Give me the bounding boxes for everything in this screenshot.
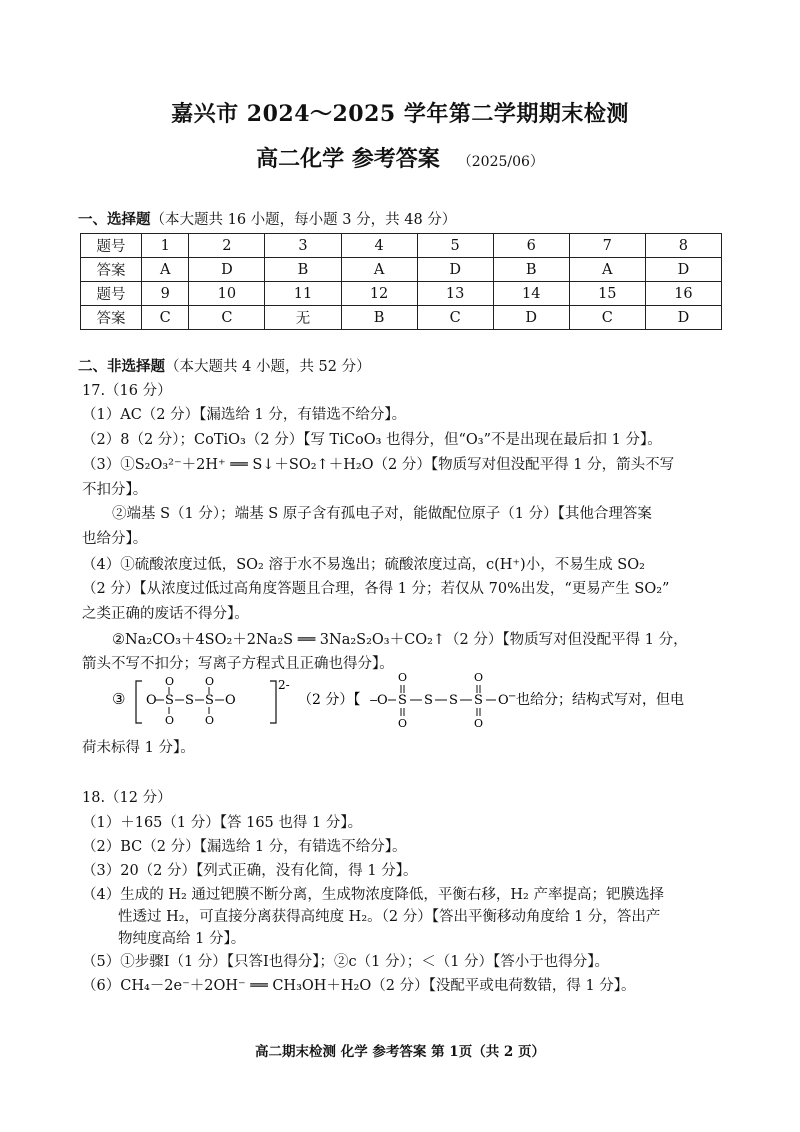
atom-s: S [398, 693, 407, 708]
answer-cell: 10 [189, 282, 265, 306]
score-note-tail: 也给分；结构式写对，但电 [516, 692, 684, 708]
atom-o: O [165, 675, 175, 688]
exam-date: （2025/06） [457, 154, 544, 170]
answer-cell: 6 [493, 234, 569, 258]
q18-part2: （2）BC（2 分）【漏选给 1 分，有错选不给分】。 [82, 839, 407, 855]
q18-part4-line2: 性透过 H₂，可直接分离获得高纯度 H₂。（2 分）【答出平衡移动角度给 1 分，答出产 [118, 909, 661, 925]
section-2-heading [78, 355, 371, 376]
row-header-cell: 题号 [81, 234, 142, 258]
answer-cell: A [341, 258, 417, 282]
atom-o: O [398, 717, 408, 729]
answer-cell: 12 [341, 282, 417, 306]
answer-table [80, 233, 722, 330]
q18-title: 18.（12 分） [82, 790, 172, 806]
q17-part3-line3: ②端基 S（1 分）；端基 S 原子含有孤电子对，能做配位原子（1 分）【其他合理答案 [112, 506, 652, 522]
section-1-title: 一、选择题 [78, 211, 151, 228]
section-2-title: 二、非选择题 [78, 358, 165, 375]
q17-part3-line2: 不扣分】。 [82, 482, 148, 498]
page-footer: 高二期末检测 化学 参考答案 第 1页（共 2 页） [255, 1044, 545, 1060]
answer-cell: C [417, 306, 493, 330]
atom-o: O [498, 693, 509, 708]
q17-part4-line7: 荷未标得 1 分】。 [82, 740, 195, 756]
atom-o: O [205, 675, 215, 688]
atom-s: S [449, 693, 458, 708]
atom-s: S [165, 693, 174, 708]
atom-s: S [185, 693, 194, 708]
atom-o: O [165, 714, 175, 727]
table-row [81, 282, 722, 306]
q17-part3-line1: （3）①S₂O₃²⁻＋2H⁺ ══ S↓＋SO₂↑＋H₂O（2 分）【物质写对但没配平得 1 分，箭头不写 [82, 457, 675, 473]
answer-cell: D [189, 258, 265, 282]
atom-o: O [398, 671, 408, 684]
answer-cell: 1 [142, 234, 189, 258]
minus-sign: − [508, 691, 517, 702]
atom-o: O [377, 693, 388, 708]
atom-s: S [474, 693, 483, 708]
q17-part3-line4: 也给分】。 [82, 531, 148, 547]
page-title: 嘉兴市 2024～2025 学年第二学期期末检测 [171, 101, 629, 127]
minus-sign: − [369, 694, 379, 707]
answer-cell: B [341, 306, 417, 330]
q18-part3: （3）20（2 分）【列式正确，没有化简，得 1 分】。 [82, 863, 418, 879]
q18-part6: （6）CH₄－2e⁻＋2OH⁻ ══ CH₃OH＋H₂O（2 分）【没配平或电荷数错，得 1 分】。 [82, 978, 636, 994]
answer-cell: 2 [189, 234, 265, 258]
answer-cell: C [569, 306, 645, 330]
q18-part4-line3: 物纯度高给 1 分】。 [118, 931, 246, 947]
score-note: （2 分）【 [298, 692, 361, 708]
answer-cell: C [142, 306, 189, 330]
answer-cell: D [417, 258, 493, 282]
answer-cell: 7 [569, 234, 645, 258]
answer-cell: 15 [569, 282, 645, 306]
q18-part1: （1）＋165（1 分）【答 165 也得 1 分】。 [82, 815, 363, 831]
table-row [81, 234, 722, 258]
answer-cell: 11 [265, 282, 341, 306]
section-1-heading [78, 208, 456, 229]
q17-part4-line4: ②Na₂CO₃＋4SO₂＋2Na₂S ══ 3Na₂S₂O₃＋CO₂↑（2 分）【物质写对但没配平得 1 分， [112, 632, 688, 648]
answer-cell: 3 [265, 234, 341, 258]
atom-s: S [205, 693, 214, 708]
atom-o: O [225, 693, 236, 708]
answer-cell: 5 [417, 234, 493, 258]
section-2-note: （本大题共 4 小题，共 52 分） [165, 359, 371, 375]
answer-cell: D [645, 306, 721, 330]
page-subtitle [0, 142, 800, 173]
answer-cell: 4 [341, 234, 417, 258]
table-row [81, 258, 722, 282]
row-header-cell: 题号 [81, 282, 142, 306]
answer-cell: C [189, 306, 265, 330]
answer-cell: 13 [417, 282, 493, 306]
q17-part4-line5: 箭头不写不扣分；写离子方程式且正确也得分】。 [82, 656, 394, 672]
atom-o: O [146, 693, 157, 708]
item-number: ③ [112, 690, 126, 708]
answer-cell: 无 [265, 306, 341, 330]
answer-cell: A [569, 258, 645, 282]
answer-cell: 9 [142, 282, 189, 306]
q17-title: 17.（16 分） [82, 383, 172, 399]
section-1-note: （本大题共 16 小题，每小题 3 分，共 48 分） [150, 212, 457, 228]
q17-part4-line3: 之类正确的废话不得分】。 [82, 606, 249, 622]
atom-o: O [205, 714, 215, 727]
q17-part4-line2: （2 分）【从浓度过低过高角度答题且合理，各得 1 分；若仅从 70%出发，“更易产生 SO₂” [82, 581, 670, 597]
atom-o: O [474, 671, 484, 684]
answer-cell: B [265, 258, 341, 282]
answer-cell: 16 [645, 282, 721, 306]
answer-cell: D [645, 258, 721, 282]
right-bracket [270, 681, 276, 723]
thiosulfate-structure [112, 669, 732, 729]
charge-label: 2- [278, 678, 290, 692]
answer-cell: D [493, 306, 569, 330]
row-header-cell: 答案 [81, 258, 142, 282]
answer-cell: 8 [645, 234, 721, 258]
atom-o: O [474, 717, 484, 729]
row-header-cell: 答案 [81, 306, 142, 330]
left-bracket [136, 681, 142, 723]
table-row [81, 306, 722, 330]
q18-part5: （5）①步骤Ⅰ（1 分）【只答Ⅰ也得分】；②c（1 分）；＜（1 分）【答小于也得分】。 [82, 954, 610, 970]
answer-cell: A [142, 258, 189, 282]
q17-part4-line1: （4）①硫酸浓度过低，SO₂ 溶于水不易逸出；硫酸浓度过高，c(H⁺)小，不易生成 SO₂ [82, 557, 645, 573]
q17-part2: （2）8（2 分）；CoTiO₃（2 分）【写 TiCoO₃ 也得分，但“O₃”不是出现在最后扣 1 分】。 [82, 432, 662, 448]
atom-s: S [424, 693, 433, 708]
subtitle-text: 高二化学 参考答案 [256, 146, 440, 172]
answer-cell: B [493, 258, 569, 282]
q17-part1: （1）AC（2 分）【漏选给 1 分，有错选不给分】。 [82, 407, 407, 423]
answer-cell: 14 [493, 282, 569, 306]
q18-part4-line1: （4）生成的 H₂ 通过钯膜不断分离，生成物浓度降低，平衡右移，H₂ 产率提高；钯膜选择 [82, 887, 664, 903]
